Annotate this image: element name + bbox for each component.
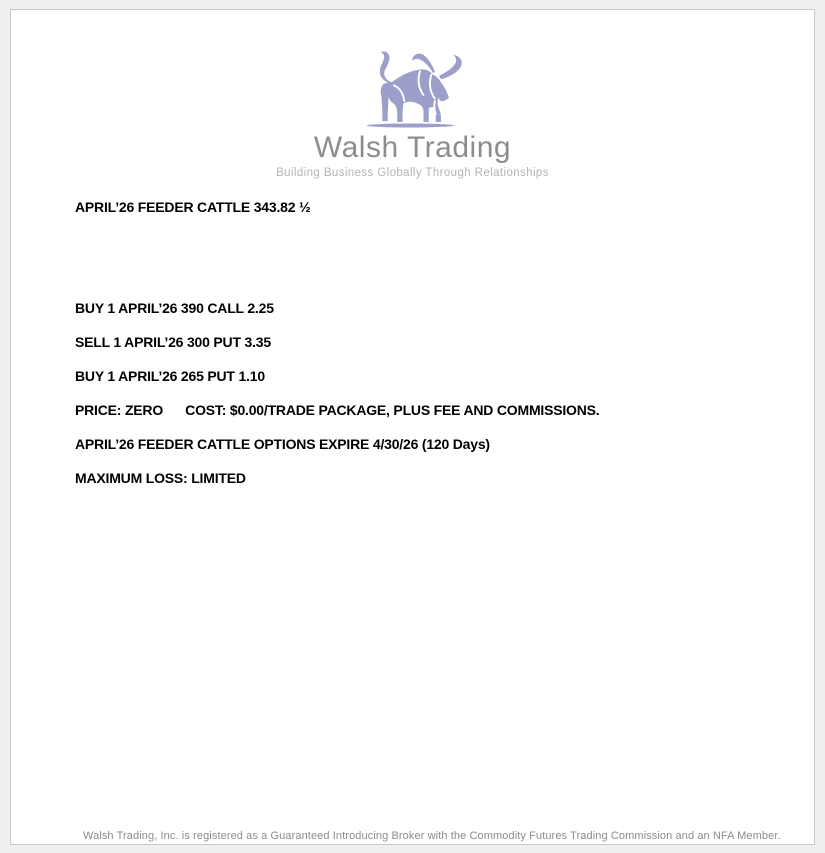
paragraph-spacer	[75, 224, 600, 291]
trade-recommendation-text	[75, 190, 600, 495]
maximum-loss-line: MAXIMUM LOSS: LIMITED	[75, 470, 246, 486]
logo-tagline: Building Business Globally Through Relationships	[276, 167, 549, 179]
bull-right-horn	[439, 55, 462, 79]
document-page	[10, 9, 815, 845]
bull-tail	[379, 51, 393, 84]
footer-disclaimer: Walsh Trading, Inc. is registered as a Guaranteed Introducing Broker with the Commodity Futures Trading Commission and an NFA Member.	[83, 830, 781, 842]
expiration-line: APRIL’26 FEEDER CATTLE OPTIONS EXPIRE 4/30/26 (120 Days)	[75, 436, 490, 452]
contract-title-line: APRIL’26 FEEDER CATTLE 343.82 ½	[75, 199, 311, 215]
trade-leg-sell-put: SELL 1 APRIL’26 300 PUT 3.35	[75, 334, 271, 350]
ground-shadow	[366, 123, 453, 127]
trade-leg-buy-put: BUY 1 APRIL’26 265 PUT 1.10	[75, 368, 265, 384]
trade-leg-buy-call: BUY 1 APRIL’26 390 CALL 2.25	[75, 300, 274, 316]
walsh-trading-logo	[11, 46, 814, 180]
bull-icon	[11, 46, 814, 129]
price-cost-line: PRICE: ZERO COST: $0.00/TRADE PACKAGE, PLUS FEE AND COMMISSIONS.	[75, 402, 600, 418]
logo-name: Walsh Trading	[313, 131, 512, 164]
bull-body	[380, 69, 448, 122]
